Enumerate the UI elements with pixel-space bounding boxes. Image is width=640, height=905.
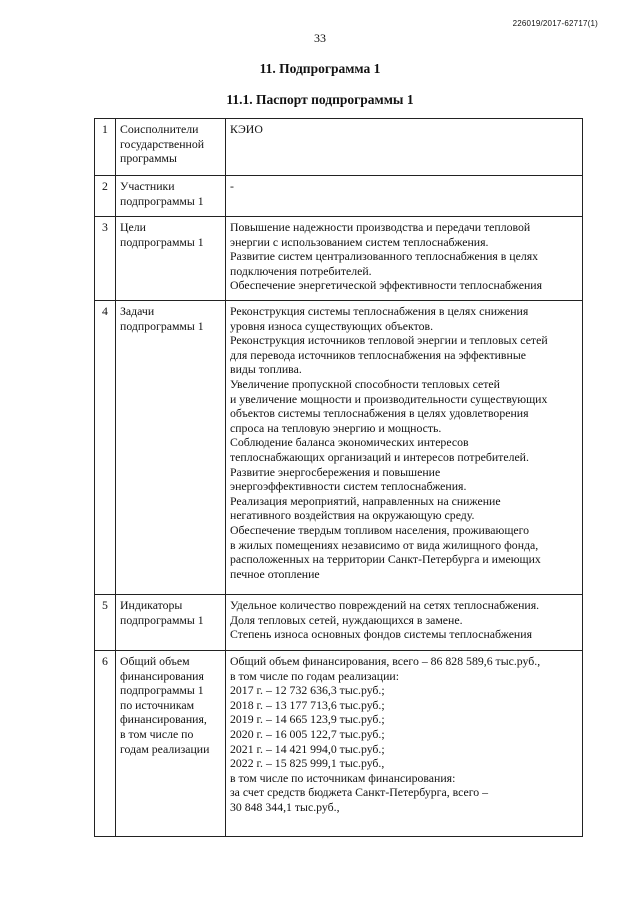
row-label-line: подпрограммы 1 [120, 193, 204, 208]
row-value-line: 2020 г. – 16 005 122,7 тыс.руб.; [230, 726, 385, 741]
passport-table-body [95, 119, 583, 837]
row-value-line: 30 848 344,1 тыс.руб., [230, 799, 340, 814]
row-label-line: подпрограммы 1 [120, 683, 204, 698]
row-value-line: Повышение надежности производства и передачи тепловой [230, 220, 531, 234]
row-value-line: Обеспечение энергетической эффективности теплоснабжения [230, 278, 543, 293]
row-value-line: Развитие систем централизованного теплоснабжения в целях [230, 249, 539, 264]
row-value-line: энергии с использованием систем теплоснабжения. [230, 234, 489, 249]
row-value-line: в том числе по годам реализации: [230, 668, 400, 683]
row-value-line: в том числе по источникам финансирования: [230, 770, 456, 785]
row-label [116, 119, 226, 176]
row-number: 6 [95, 651, 116, 837]
row-label-line: в том числе по [120, 726, 194, 741]
row-value-line: и увеличение мощности и производительности существующих [230, 391, 548, 406]
row-value-line: за счет средств бюджета Санкт-Петербурга, всего – [230, 785, 489, 800]
table-row [95, 119, 583, 176]
row-value-line: Реконструкция системы теплоснабжения в целях снижения [230, 304, 529, 318]
row-value-line: Реализация мероприятий, направленных на снижение [230, 493, 501, 508]
page-number: 33 [314, 31, 326, 45]
section-subheading: 11.1. Паспорт подпрограммы 1 [226, 92, 414, 107]
row-label-line: Соисполнители [120, 122, 199, 136]
row-label-line: финансирования, [120, 712, 207, 727]
row-label-line: Общий объем [120, 654, 190, 668]
row-number: 5 [95, 595, 116, 651]
row-label [116, 301, 226, 595]
table-row [95, 651, 583, 837]
row-label-line: Цели [120, 220, 146, 234]
row-label-line: подпрограммы 1 [120, 318, 204, 333]
row-value-line: 2019 г. – 14 665 123,9 тыс.руб.; [230, 712, 385, 727]
row-label-line: Задачи [120, 304, 155, 318]
row-number: 1 [95, 119, 116, 176]
row-value-line: - [230, 179, 234, 193]
row-value-line: теплоснабжающих организаций и интересов потребителей. [230, 449, 529, 464]
row-value [226, 119, 583, 176]
section-heading: 11. Подпрограмма 1 [259, 61, 381, 76]
row-value-line: Обеспечение твердым топливом населения, проживающего [230, 522, 530, 537]
row-value-line: 2017 г. – 12 732 636,3 тыс.руб.; [230, 683, 385, 698]
row-value-line: 2021 г. – 14 421 994,0 тыс.руб.; [230, 741, 385, 756]
row-value-line: 2018 г. – 13 177 713,6 тыс.руб.; [230, 697, 385, 712]
row-label [116, 176, 226, 217]
row-value-line: виды топлива. [230, 362, 302, 377]
row-value-line: в жилых помещениях независимо от вида жилищного фонда, [230, 537, 539, 552]
row-value-line: энергоэффективности систем теплоснабжения. [230, 479, 467, 494]
row-value-line: Общий объем финансирования, всего – 86 828 589,6 тыс.руб., [230, 654, 541, 668]
row-number: 2 [95, 176, 116, 217]
row-label-line: государственной [120, 136, 205, 151]
row-label-line: программы [120, 151, 177, 166]
row-value-line: уровня износа существующих объектов. [230, 318, 434, 333]
row-value [226, 176, 583, 217]
row-number: 4 [95, 301, 116, 595]
row-label-line: подпрограммы 1 [120, 234, 204, 249]
row-value-line: подключения потребителей. [230, 263, 372, 278]
row-value-line: печное отопление [230, 566, 320, 581]
row-value-line: Развитие энергосбережения и повышение [230, 464, 441, 479]
row-value-line: объектов системы теплоснабжения в целях удовлетворения [230, 406, 529, 421]
table-row [95, 176, 583, 217]
row-value-line: Удельное количество повреждений на сетях теплоснабжения. [230, 598, 540, 612]
row-value-line: расположенных на территории Санкт-Петербурга и имеющих [230, 552, 541, 567]
row-value-line: Степень износа основных фондов системы теплоснабжения [230, 627, 532, 642]
row-label-line: по источникам [120, 697, 195, 712]
row-value-line: спроса на тепловую энергию и мощность. [230, 420, 442, 435]
row-value-line: Соблюдение баланса экономических интересов [230, 435, 469, 450]
row-value-line: Реконструкция источников тепловой энергии и тепловых сетей [230, 333, 548, 348]
subprogram-passport-table [94, 118, 583, 837]
row-label [116, 595, 226, 651]
row-label-line: годам реализации [120, 741, 210, 756]
row-number: 3 [95, 217, 116, 301]
table-row [95, 595, 583, 651]
row-value-line: негативного воздействия на окружающую среду. [230, 508, 475, 523]
row-value-line: для перевода источников теплоснабжения на эффективные [230, 347, 526, 362]
row-value-line: КЭИО [230, 122, 263, 136]
document-id: 226019/2017-62717(1) [512, 19, 598, 28]
row-label-line: Индикаторы [120, 598, 183, 612]
table-row [95, 217, 583, 301]
row-value [226, 217, 583, 301]
row-value-line: Доля тепловых сетей, нуждающихся в замене. [230, 612, 463, 627]
row-value [226, 595, 583, 651]
row-value [226, 651, 583, 837]
row-label-line: подпрограммы 1 [120, 612, 204, 627]
row-label [116, 217, 226, 301]
row-label-line: финансирования [120, 668, 204, 683]
row-value-line: Увеличение пропускной способности тепловых сетей [230, 376, 500, 391]
row-label-line: Участники [120, 179, 175, 193]
row-value-line: 2022 г. – 15 825 999,1 тыс.руб., [230, 756, 385, 771]
row-value [226, 301, 583, 595]
table-row [95, 301, 583, 595]
row-label [116, 651, 226, 837]
